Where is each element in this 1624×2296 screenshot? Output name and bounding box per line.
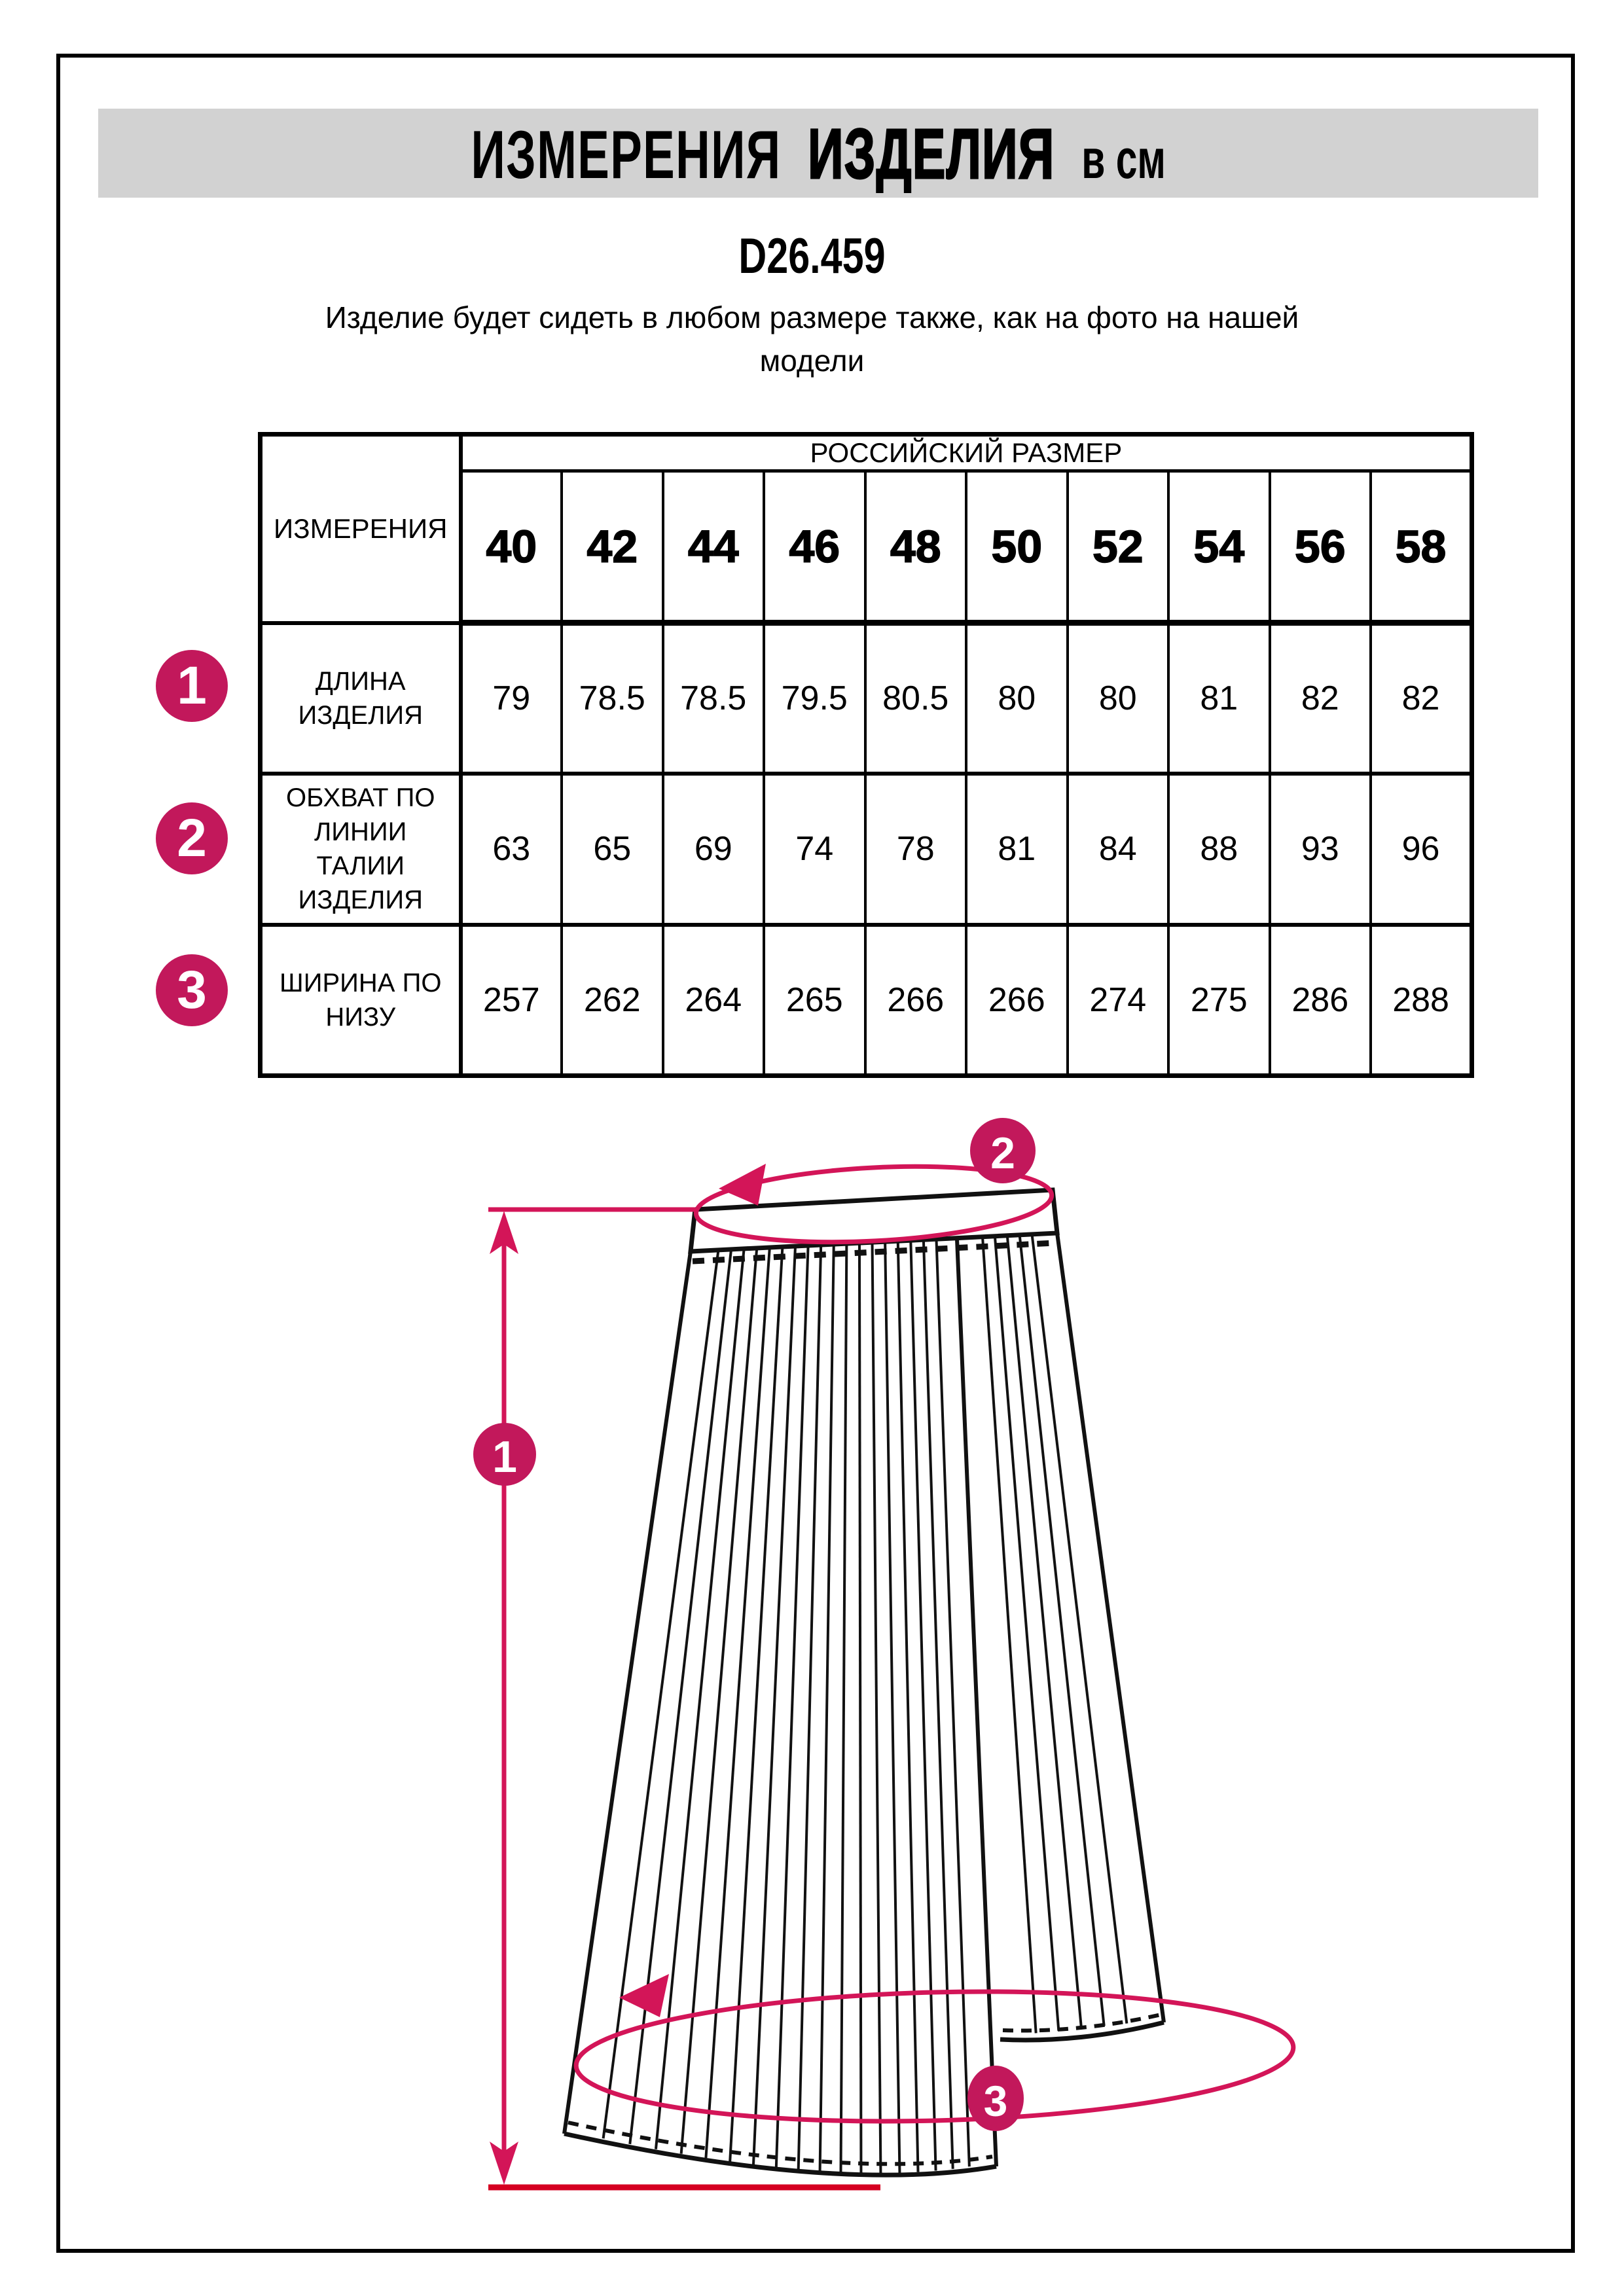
title-word-product: ИЗДЕЛИЯ — [807, 113, 1055, 193]
fit-note-line1: Изделие будет сидеть в любом размере также, как на фото на нашей — [325, 300, 1299, 334]
cell: 288 — [1371, 925, 1472, 1076]
cell: 82 — [1270, 623, 1371, 774]
size-col-56: 56 — [1270, 471, 1371, 623]
cell: 84 — [1068, 774, 1169, 925]
row-badge-1: 1 — [156, 650, 228, 722]
row-label-hem-width: ШИРИНА ПО НИЗУ — [261, 925, 461, 1076]
fit-note-line2: модели — [759, 344, 865, 378]
cell: 265 — [764, 925, 865, 1076]
diagram-badge-3-label: 3 — [983, 2076, 1008, 2125]
size-col-48: 48 — [865, 471, 967, 623]
size-col-40: 40 — [461, 471, 562, 623]
size-col-44: 44 — [663, 471, 765, 623]
cell: 275 — [1168, 925, 1270, 1076]
skirt-sketch — [564, 1190, 1164, 2175]
skirt-right-edge — [1057, 1233, 1164, 2022]
title-units-label: в см — [1081, 128, 1166, 190]
cell: 78.5 — [562, 623, 663, 774]
cell: 93 — [1270, 774, 1371, 925]
row-badge-3: 3 — [156, 954, 228, 1026]
cell: 257 — [461, 925, 562, 1076]
row-label-waist: ОБХВАТ ПО ЛИНИИ ТАЛИИ ИЗДЕЛИЯ — [261, 774, 461, 925]
cell: 266 — [966, 925, 1068, 1076]
cell: 80.5 — [865, 623, 967, 774]
measurements-column-header: ИЗМЕРЕНИЯ — [261, 435, 461, 623]
cell: 65 — [562, 774, 663, 925]
cell: 80 — [1068, 623, 1169, 774]
product-code: D26.459 — [738, 228, 886, 284]
size-group-header: РОССИЙСКИЙ РАЗМЕР — [461, 435, 1472, 471]
size-col-46: 46 — [764, 471, 865, 623]
cell: 79.5 — [764, 623, 865, 774]
size-col-52: 52 — [1068, 471, 1169, 623]
cell: 264 — [663, 925, 765, 1076]
cell: 262 — [562, 925, 663, 1076]
size-col-50: 50 — [966, 471, 1068, 623]
size-col-54: 54 — [1168, 471, 1270, 623]
size-col-58: 58 — [1371, 471, 1472, 623]
title-word-measurements: ИЗМЕРЕНИЯ — [471, 117, 782, 193]
row-badge-2: 2 — [156, 802, 228, 874]
cell: 286 — [1270, 925, 1371, 1076]
cell: 63 — [461, 774, 562, 925]
size-col-42: 42 — [562, 471, 663, 623]
cell: 82 — [1371, 623, 1472, 774]
cell: 69 — [663, 774, 765, 925]
waist-ellipse-arrow-icon — [719, 1164, 766, 1206]
cell: 88 — [1168, 774, 1270, 925]
cell: 80 — [966, 623, 1068, 774]
front-panel-seam — [957, 1239, 996, 2166]
cell: 81 — [966, 774, 1068, 925]
cell: 78 — [865, 774, 967, 925]
cell: 79 — [461, 623, 562, 774]
cell: 274 — [1068, 925, 1169, 1076]
diagram-badge-1-label: 1 — [492, 1432, 517, 1482]
cell: 74 — [764, 774, 865, 925]
cell: 96 — [1371, 774, 1472, 925]
pleat-lines — [604, 1232, 1127, 2173]
cell: 78.5 — [663, 623, 765, 774]
diagram-badge-2-label: 2 — [990, 1128, 1015, 1179]
row-label-length: ДЛИНА ИЗДЕЛИЯ — [261, 623, 461, 774]
cell: 81 — [1168, 623, 1270, 774]
cell: 266 — [865, 925, 967, 1076]
